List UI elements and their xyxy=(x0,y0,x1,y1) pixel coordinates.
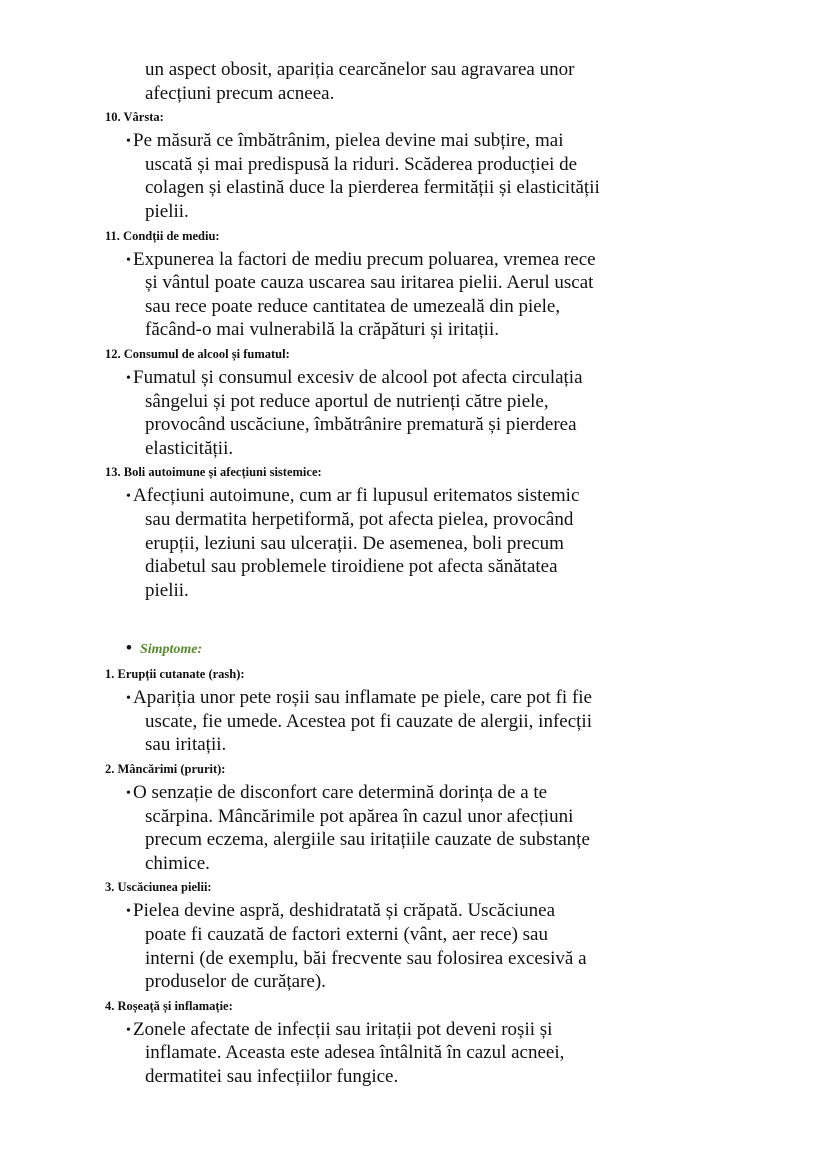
text-line: colagen și elastină duce la pierderea fermității și elasticității xyxy=(145,177,600,199)
text-line xyxy=(0,129,828,153)
bullet-text: O senzație de disconfort care determină dorința de a te xyxy=(133,782,548,804)
bullet-icon: • xyxy=(126,904,131,920)
text-line: sau rece poate reduce cantitatea de umezeală din piele, xyxy=(145,295,561,317)
bullet-icon: • xyxy=(126,1022,131,1038)
text-line: uscată și mai predispusă la riduri. Scăderea producției de xyxy=(145,153,578,175)
text-line: provocând uscăciune, îmbătrânire prematură și pierderea xyxy=(145,414,577,436)
item-heading: 4. Roșeață și inflamație: xyxy=(105,998,233,1013)
text-line: afecțiuni precum acneea. xyxy=(145,82,335,104)
text-line xyxy=(0,781,828,805)
text-line: un aspect obosit, apariția cearcănelor sau agravarea unor xyxy=(145,59,575,80)
item-heading: 2. Mâncărimi (prurit): xyxy=(105,762,226,777)
item-heading: 13. Boli autoimune și afecțiuni sistemice: xyxy=(105,465,322,480)
text-line xyxy=(0,484,828,508)
text-line: sângelui și pot reduce aportul de nutrienți către piele, xyxy=(145,390,549,412)
section-title: Simptome: xyxy=(139,642,203,658)
list-item xyxy=(0,460,828,602)
text-line xyxy=(0,686,828,710)
item-heading: 1. Erupții cutanate (rash): xyxy=(105,667,245,682)
bullet-icon: • xyxy=(126,691,131,707)
text-line: produselor de curățare). xyxy=(145,971,326,993)
symptoms-list xyxy=(0,662,828,1088)
text-line: uscate, fie umede. Acestea pot fi cauzate de alergii, infecții xyxy=(145,710,592,732)
text-line: dermatitei sau infecțiilor fungice. xyxy=(145,1066,399,1087)
text-line: diabetul sau problemele tiroidiene pot afecta sănătatea xyxy=(145,556,558,578)
text-line: sau dermatita herpetiformă, pot afecta pielea, provocând xyxy=(145,508,574,530)
list-item xyxy=(0,105,828,223)
text-line: interni (de exemplu, băi frecvente sau folosirea excesivă a xyxy=(145,947,587,969)
list-item xyxy=(0,875,828,993)
bullet-text: Pielea devine aspră, deshidratată și crăpată. Uscăciunea xyxy=(133,900,556,922)
list-item xyxy=(0,224,828,342)
section-simptome xyxy=(0,634,828,662)
list-item xyxy=(0,342,828,460)
bullet-icon: • xyxy=(126,252,131,268)
bullet-icon: • xyxy=(126,370,131,386)
bullet-icon: • xyxy=(126,638,132,658)
item-heading: 11. Condții de mediu: xyxy=(105,228,220,243)
bullet-text: Apariția unor pete roșii sau inflamate pe piele, care pot fi fie xyxy=(133,687,592,709)
text-line: chimice. xyxy=(145,852,210,874)
intro-paragraph xyxy=(0,58,828,105)
list-item xyxy=(0,994,828,1089)
text-line: și vântul poate cauza uscarea sau iritarea pielii. Aerul uscat xyxy=(145,272,594,294)
list-item xyxy=(0,757,828,875)
bullet-icon: • xyxy=(126,134,131,150)
item-heading: 12. Consumul de alcool și fumatul: xyxy=(105,346,290,361)
item-heading: 10. Vârsta: xyxy=(105,110,164,125)
text-line xyxy=(0,366,828,390)
bullet-icon: • xyxy=(126,489,131,505)
bullet-icon: • xyxy=(126,786,131,802)
text-line xyxy=(0,899,828,923)
text-line: sau iritații. xyxy=(145,734,227,756)
text-line xyxy=(0,248,828,272)
bullet-text: Afecțiuni autoimune, cum ar fi lupusul eritematos sistemic xyxy=(133,485,580,507)
document-page xyxy=(0,58,828,1089)
text-line: inflamate. Aceasta este adesea întâlnită în cazul acneei, xyxy=(145,1042,565,1064)
bullet-text: Pe măsură ce îmbătrânim, pielea devine mai subțire, mai xyxy=(133,130,564,152)
text-line: elasticității. xyxy=(145,437,234,459)
text-line: pielii. xyxy=(145,200,189,222)
bullet-text: Fumatul și consumul excesiv de alcool pot afecta circulația xyxy=(133,366,583,388)
text-line: scărpina. Mâncărimile pot apărea în cazul unor afecțiuni xyxy=(145,805,574,827)
bullet-text: Expunerea la factori de mediu precum poluarea, vremea rece xyxy=(133,248,596,270)
text-line: poate fi cauzată de factori externi (vânt, aer rece) sau xyxy=(145,924,548,946)
item-heading: 3. Uscăciunea pielii: xyxy=(105,880,212,895)
list-item xyxy=(0,662,828,757)
factors-list xyxy=(0,105,828,602)
text-line: făcând-o mai vulnerabilă la crăpături și iritații. xyxy=(145,319,499,341)
text-line: pielii. xyxy=(145,579,189,601)
text-line: precum eczema, alergiile sau iritațiile cauzate de substanțe xyxy=(145,829,590,851)
text-line: erupții, leziuni sau ulcerații. De asemenea, boli precum xyxy=(145,532,564,554)
bullet-text: Zonele afectate de infecții sau iritații pot deveni roșii și xyxy=(133,1018,553,1040)
text-line xyxy=(0,1018,828,1042)
